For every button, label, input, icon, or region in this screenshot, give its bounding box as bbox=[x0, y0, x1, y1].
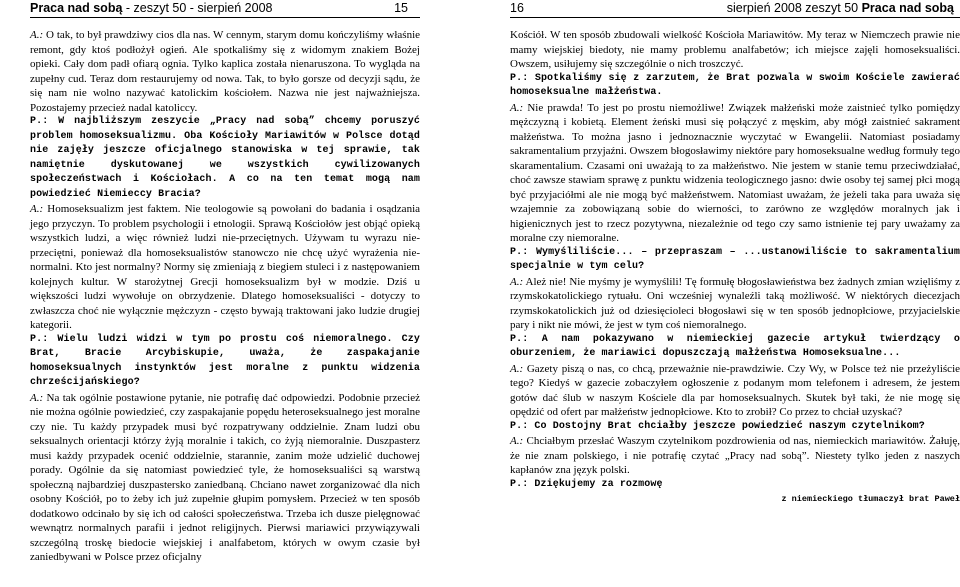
right-header-title bbox=[727, 0, 954, 17]
paragraph-text: Wymyśliliście... – przepraszam – ...ustanowiliście to sakramentalium specjalnie w tym celu? bbox=[510, 246, 960, 272]
paragraph-text: Dziękujemy za rozmowę bbox=[534, 478, 663, 490]
right-page-header bbox=[510, 0, 960, 18]
interview-question bbox=[510, 333, 960, 362]
interview-question bbox=[510, 478, 960, 493]
speaker-label: P.: bbox=[510, 72, 529, 84]
translator-signature: z niemieckiego tłumaczył brat Paweł bbox=[781, 494, 960, 504]
interview-answer bbox=[510, 101, 960, 246]
interview-question bbox=[30, 333, 420, 391]
speaker-label: P.: bbox=[510, 333, 529, 345]
left-page bbox=[0, 0, 435, 587]
speaker-label: A.: bbox=[30, 203, 44, 215]
speaker-label: A.: bbox=[510, 275, 524, 288]
paragraph-text: Wielu ludzi widzi w tym po prostu coś niemoralnego. Czy Brat, Bracie Arcybiskupie, uważa, że zaspakajanie homoseksualnych instynktów jest moralne z punktu widzenia chrześcijańskiego? bbox=[30, 333, 420, 388]
speaker-label: A.: bbox=[510, 101, 524, 114]
right-page-body bbox=[510, 28, 960, 492]
speaker-label: P.: bbox=[30, 116, 49, 127]
paragraph-text: Na tak ogólnie postawione pytanie, nie potrafię dać odpowiedzi. Podobnie przecież nie można ogólnie powiedzieć, czy zaspakajanie popędu heteroseksualnego jest moralne czy nie. Tu każdy przypadek musi być rozpatrywany oddzielnie. Znam ludzi obu seksualnych orientacji którzy żyją moralnie i takich, co żyją niemoralnie. Duszpasterz musi każdy przypadek ocenić oddzielnie, starannie, zanim może udzielić duchowej porady. Ogólnie da się natomiast powiedzieć tyle, że homoseksualiści są warstwą społeczną najbardziej duszpastersko zaniedbaną. Chciano nawet zorganizować dla nich osobny Kościół, po to żeby ich już zupełnie głupim pomysłem. Przecież w ten sposób dodatkowo odcinało by się ich od całości społeczeństwa. Trzeba ich dusze pielęgnować wewnątrz normalnych parafii i jednot religijnych. Pierwsi mariawici przywiązywali szczególną troskę biedocie wiejskiej i analfabetom, których w owym czasie był zaniedbywani w Polsce przez oficjalny bbox=[30, 391, 421, 563]
paragraph-text: Homoseksualizm jest faktem. Nie teologowie są powołani do badania i osądzania jego przyczyn. To problem psychologii i etnologii. Sprawą Kościołów jest objąć opieką wszystkich ludzi, a więc również ludzi nie-przeciętnych. Używam tu wyrazu nie-przeciętni, ponieważ dla homoseksualistów stanowczo nie chcę użyć wyrażenia nie-normalni. Kto jest normalny? Normy się zmieniają z biegiem stuleci i z następowaniem kolejnych kultur. W starożytnej Grecji homoseksualizm był w modzie. Dziś u większości ludzi wywołuje on obrzydzenie. Dlatego homoseksualiści - dotyczy to zwłaszcza choć nie wyłącznie mężczyzn - często bywają traktowani jako ludzie drugiej kategorii. bbox=[30, 203, 421, 331]
interview-answer bbox=[510, 28, 960, 72]
speaker-label: P.: bbox=[30, 333, 49, 345]
page-number: 16 bbox=[510, 1, 524, 15]
interview-answer bbox=[510, 275, 960, 333]
paragraph-text: Kościół. W ten sposób zbudowali wielkość Kościoła Mariawitów. My teraz w Niemczech prawie nie mamy wiejskiej biedoty, nie mamy problemu analfabetów; ich miejsce zajęli homoseksualiści. Owszem, usiłujemy się szczególnie o nich troszczyć. bbox=[510, 29, 960, 70]
speaker-label: P.: bbox=[510, 478, 529, 490]
left-page-body bbox=[30, 28, 420, 565]
paragraph-text: W najbliższym zeszycie „Pracy nad sobą” chcemy poruszyć problem homoseksualizmu. Oba Kościoły Mariawitów w Polsce dotąd nie zajęły jeszcze oficjalnego stanowiska w tej sprawie, tak namiętnie dyskutowanej we wszystkich cywilizowanych społeczeństwach i Kościołach. A co na ten temat mogą nam powiedzieć Niemieccy Bracia? bbox=[30, 116, 420, 200]
interview-answer bbox=[510, 362, 960, 420]
paragraph-text: O tak, to był prawdziwy cios dla nas. W cennym, starym domu kończyliśmy właśnie remont, gdy ktoś podłożył ogień. Ale spotkaliśmy się z widomym znakiem Bożej opieki. Cały dom padł ofiarą ognia. Tylko kaplica została nienaruszona. To wygląda na zupełny cud. Teraz dom restaurujemy od nowa. Tak, to było gorsze od decyzji sądu, że się nam nie wolno nazywać katolickim kościołem. Nazwa nie jest najważniejsza. Pozostajemy przecież nadal katoliccy. bbox=[30, 29, 421, 114]
paragraph-text: A nam pokazywano w niemieckiej gazecie artykuł twierdzący o oburzeniem, że mariawici dopuszczają małżeństwa Homoseksualne... bbox=[510, 333, 960, 359]
paragraph-text: Gazety piszą o nas, co chcą, przeważnie nie-prawdziwie. Czy Wy, w Polsce też nie przeżyliście tego? Kiedyś w gazecie zobaczyłem ogłoszenie z podanym mom telefonem i adresem, że jestem gotów dać ślub w naszym Kościele dla par homoseksualnych. Skutek był taki, że nie mogę się opędzić od ofert par małżeństw jednopłciowe. Kto to zrobił? Co przez to chciał uzyskać? bbox=[510, 362, 960, 418]
paragraph-text: Spotkaliśmy się z zarzutem, że Brat pozwala w swoim Kościele zawierać homoseksualne małżeństwa. bbox=[510, 72, 960, 98]
speaker-label: A.: bbox=[30, 391, 44, 404]
speaker-label: A.: bbox=[510, 362, 524, 375]
page-number: 15 bbox=[394, 1, 408, 15]
interview-answer bbox=[30, 391, 420, 565]
interview-question bbox=[510, 420, 960, 435]
interview-answer bbox=[30, 202, 420, 333]
issue-info: - zeszyt 50 - sierpień 2008 bbox=[125, 1, 273, 15]
magazine-title: Praca nad sobą bbox=[30, 1, 123, 15]
speaker-label: A.: bbox=[30, 29, 44, 41]
interview-question bbox=[510, 246, 960, 275]
interview-answer bbox=[510, 434, 960, 478]
paragraph-text: Chciałbym przesłać Waszym czytelnikom pozdrowienia od nas, niemieckich mariawitów. Żałuję, że nie znam polskiego, i nie potrafię czytać „Pracy nad sobą”. Niestety tylko jeden z naszych kapłanów zna język polski. bbox=[510, 435, 960, 476]
speaker-label: P.: bbox=[510, 246, 529, 258]
right-page bbox=[486, 0, 960, 587]
interview-question bbox=[30, 115, 420, 202]
interview-answer bbox=[30, 28, 420, 115]
magazine-title: Praca nad sobą bbox=[861, 1, 954, 15]
left-page-header bbox=[30, 0, 420, 18]
speaker-label: P.: bbox=[510, 420, 529, 432]
issue-info: sierpień 2008 zeszyt 50 bbox=[726, 1, 859, 15]
speaker-label: A.: bbox=[510, 435, 524, 447]
paragraph-text: Ależ nie! Nie myśmy je wymyślili! Tę formułę błogosławieństwa bez żadnych zmian wzięliśmy z rzymskokatolickiego rytuału. Oni wcześniej wynaleźli taką możliwość. W niektórych diecezjach rzymskokatolickich już od dziesięcioleci błogosławi się w ten sposób jednopłciowe, przyjacielskie pary i nikt nie mówi, że jest w tym coś niemoralnego. bbox=[510, 275, 960, 331]
paragraph-text: Nie prawda! To jest po prostu niemożliwe! Związek małżeński może zaistnieć tylko pomiędzy mężczyzną i kobietą. Element żeński musi się połączyć z męskim, aby mógł zaistnieć sakrament małżeństwa. To można jasno i jednoznacznie wyczytać w Ewangelii. Natomiast posiadamy sakramentalium przyjaźni. Owszem błogosławimy niektóre pary homoseksualne według formuły tego skaramentalium. Czasami oni uważają to za małżeństwo. Nie jestem w stanie temu przeciwdziałać, choć zawsze stawiam sprawę z punktu widzenia teologicznego jasno: dwie osoby tej samej płci mogą być przyjaciółmi ale nie mogą być małżeństwem. Natomiast uważam, że jeżeli taka para uważa się wzajemnie za zobowiązaną sobie do wierności, to zarówno ze względów moralnych jak i higienicznych jest to rzecz pozytywna, niezależnie od tego czy samo istnienie tej pary uważamy za moralne czy niemoralne. bbox=[510, 101, 960, 244]
paragraph-text: Co Dostojny Brat chciałby jeszcze powiedzieć naszym czytelnikom? bbox=[534, 420, 925, 432]
interview-question bbox=[510, 72, 960, 101]
